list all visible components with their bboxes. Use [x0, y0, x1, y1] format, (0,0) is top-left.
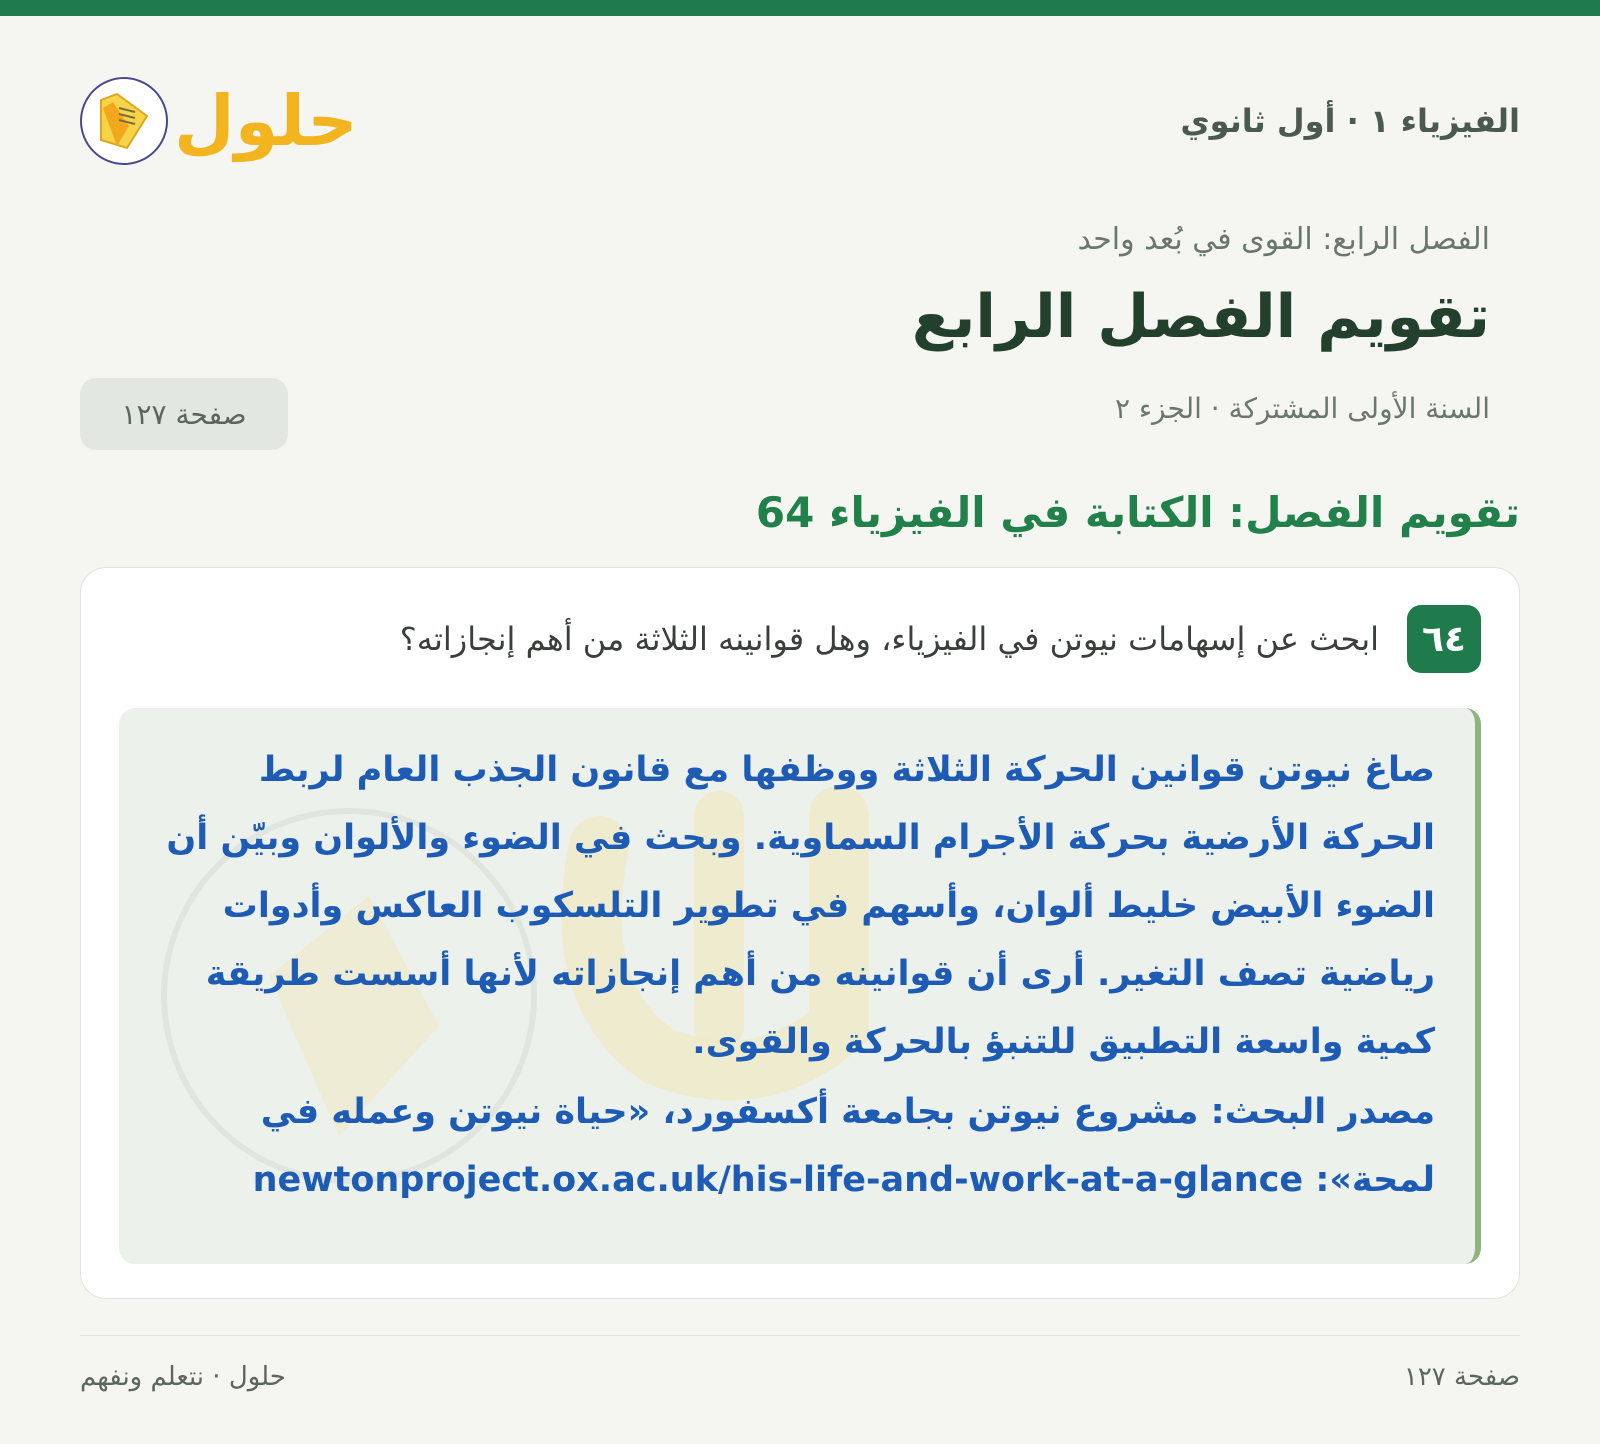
chapter-meta: الفصل الرابع: القوى في بُعد واحد [1077, 222, 1490, 257]
page-title: تقويم الفصل الرابع [911, 282, 1490, 352]
section-heading: تقويم الفصل: الكتابة في الفيزياء 64 [755, 488, 1520, 537]
book-icon [80, 77, 168, 165]
question-number-badge: ٦٤ [1407, 605, 1481, 673]
answer-box [119, 708, 1481, 1264]
site-logo[interactable] [80, 77, 358, 165]
question-text: ابحث عن إسهامات نيوتن في الفيزياء، وهل قوانينه الثلاثة من أهم إنجازاته؟ [399, 620, 1379, 658]
page-number-pill: صفحة ١٢٧ [80, 378, 288, 450]
footer-page-number: صفحة ١٢٧ [1403, 1362, 1520, 1392]
course-title: الفيزياء ١ · أول ثانوي [1180, 102, 1520, 140]
page-footer [80, 1362, 1520, 1392]
footer-tagline: حلول · نتعلم ونفهم [80, 1362, 286, 1392]
footer-divider [80, 1335, 1520, 1336]
logo-wordmark: حلول [174, 80, 358, 162]
question-row [119, 604, 1481, 674]
page-header [80, 66, 1520, 176]
answer-body: صاغ نيوتن قوانين الحركة الثلاثة ووظفها مع قانون الجذب العام لربط الحركة الأرضية بحركة الأجرام السماوية. وبحث في الضوء والألوان وبيّن أن الضوء الأبيض خليط ألوان، وأسهم في تطوير التلسكوب العاكس وأدوات رياضية تصف التغير. أرى أن قوانينه من أهم إنجازاته لأنها أسست طريقة كمية واسعة التطبيق للتنبؤ بالحركة والقوى. [166, 750, 1435, 1062]
book-meta: السنة الأولى المشتركة · الجزء ٢ [1114, 392, 1490, 425]
question-card [80, 567, 1520, 1299]
answer-content [159, 736, 1435, 1214]
answer-source[interactable]: مصدر البحث: مشروع نيوتن بجامعة أكسفورد، «حياة نيوتن وعمله في لمحة»: newtonproject.ox.ac.uk/his-life-and-work-at-a-glance [252, 1092, 1435, 1200]
top-accent-bar [0, 0, 1600, 16]
